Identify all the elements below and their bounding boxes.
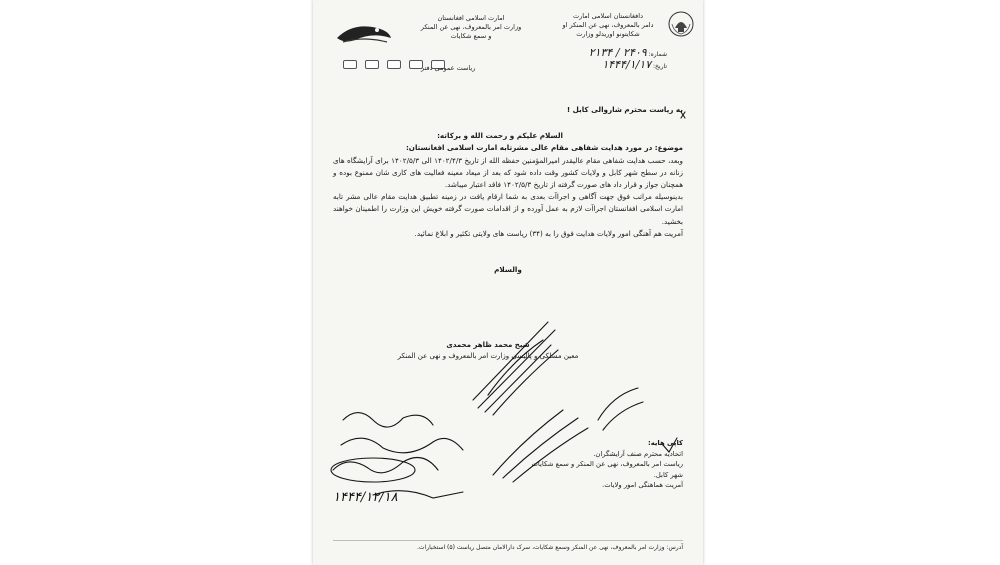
ref-number: ۲۴۰۹ / ۲۱۳۴ [588,46,647,59]
header-left-line: وزارت امر بالمعروف، نهی عن المنکر [420,23,522,31]
copy-list-title: کاپی هایه: [648,439,683,447]
paragraph: آمریت هم آهنگی امور ولایات هدایت فوق را به (۳۴) ریاست های ولایتی تکثیر و ابلاغ نمائید. [414,228,683,238]
routing-note-stroke [598,388,643,430]
margin-note-stroke [331,458,415,482]
form-box [343,60,357,69]
addressee: به ریاست محترم شاروالی کابل ! [566,105,683,114]
letter-page [313,0,703,565]
date-label: تاریخ [655,63,667,70]
signer-name: شیخ محمد ظاهر محمدی [446,341,530,349]
office-name: ریاست عمومی دفتر [421,64,476,72]
paragraph: وبعد، حسب هدایت شفاهی مقام عالیقدر امیرالمؤمنین حفظه الله از تاریخ ۱۴۰۲/۴/۳ الی ۱۴۰۲/۵/۳ برای آرایشگاه های زنانه در سطح شهر کابل و ولایات کشور وقت داده شود که بعد از میعاد معینه فعالیت های کاری شان ممنوع بوده و همچنان جواز و قرار داد های صورت گرفته از تاریخ ۱۴۰۲/۵/۳ فاقد اعتبار میباشد. [333,155,683,190]
header-left-line: و سمع شکایات [450,32,492,40]
handwritten-date: ۱۴۴۴/۱۲/۱۸ [333,490,398,505]
signature-block [373,340,603,362]
copy-list-item: آمریت هماهنگی امور ولایات. [602,481,683,489]
ref-label: شماره [650,51,667,58]
header-right-text [533,12,683,39]
header-right-line: دافغانستان اسلامی امارت [573,12,643,20]
greeting: السلام علیکم و رحمت الله و برکاته: [437,131,563,141]
copy-list [523,438,683,491]
date-value: ۱۴۴۴/۱/۱۷ [602,58,652,71]
signature-stroke [473,322,558,415]
margin-note-stroke [341,438,463,453]
form-box [387,60,401,69]
signer-title: معین مسلکی و پالیسی وزارت امر بالمعروف و نهی عن المنکر [397,352,579,360]
header-left-line: امارت اسلامی افغانستان [437,14,505,22]
header-right-line: شکایتونو اوریدلو وزارت [576,30,640,38]
copy-list-item: اتحادیه محترم صنف آرایشگران. [593,449,683,458]
closing: والسلام [494,265,522,275]
reference-block: شماره: ۲۴۰۹ / ۲۱۳۴ تاریخ: ۱۴۴۴/۱/۱۷ [588,46,667,71]
form-box [365,60,379,69]
footer-address: آدرس: وزارت امر بالمعروف، نهی عن المنکر وسمع شکایات، سرک دارالامان متصل ریاست (۵) استخبارات. [333,540,683,551]
header-right-line: دامر بالمعروف، نهی عن المنکر او [562,21,654,29]
margin-note-stroke [333,458,438,473]
copy-list-item: ریاست امر بالمعروف، نهی عن المنکر و سمع شکایات شهر کابل. [531,460,683,479]
header-left-text [411,14,531,41]
paragraph: بدینوسیله مراتب فوق جهت آگاهی و اجراآت بعدی به شما ارقام یافت در زمینه تطبیق هدایت مقام عالی مشر تابه امارت اسلامی افغانستان اجراآت لازم به عمل آورده و از اقدامات صورت گرفته خویش این وزارت را اطمینان خواهند بخشید. [333,192,683,226]
ministry-logo-icon [333,18,395,48]
margin-note-stroke [343,413,433,428]
letter-body [333,104,683,276]
subject-line: موضوع: در مورد هدایت شفاهی مقام عالی مشرتابه امارت اسلامی افغانستان: [405,143,683,153]
